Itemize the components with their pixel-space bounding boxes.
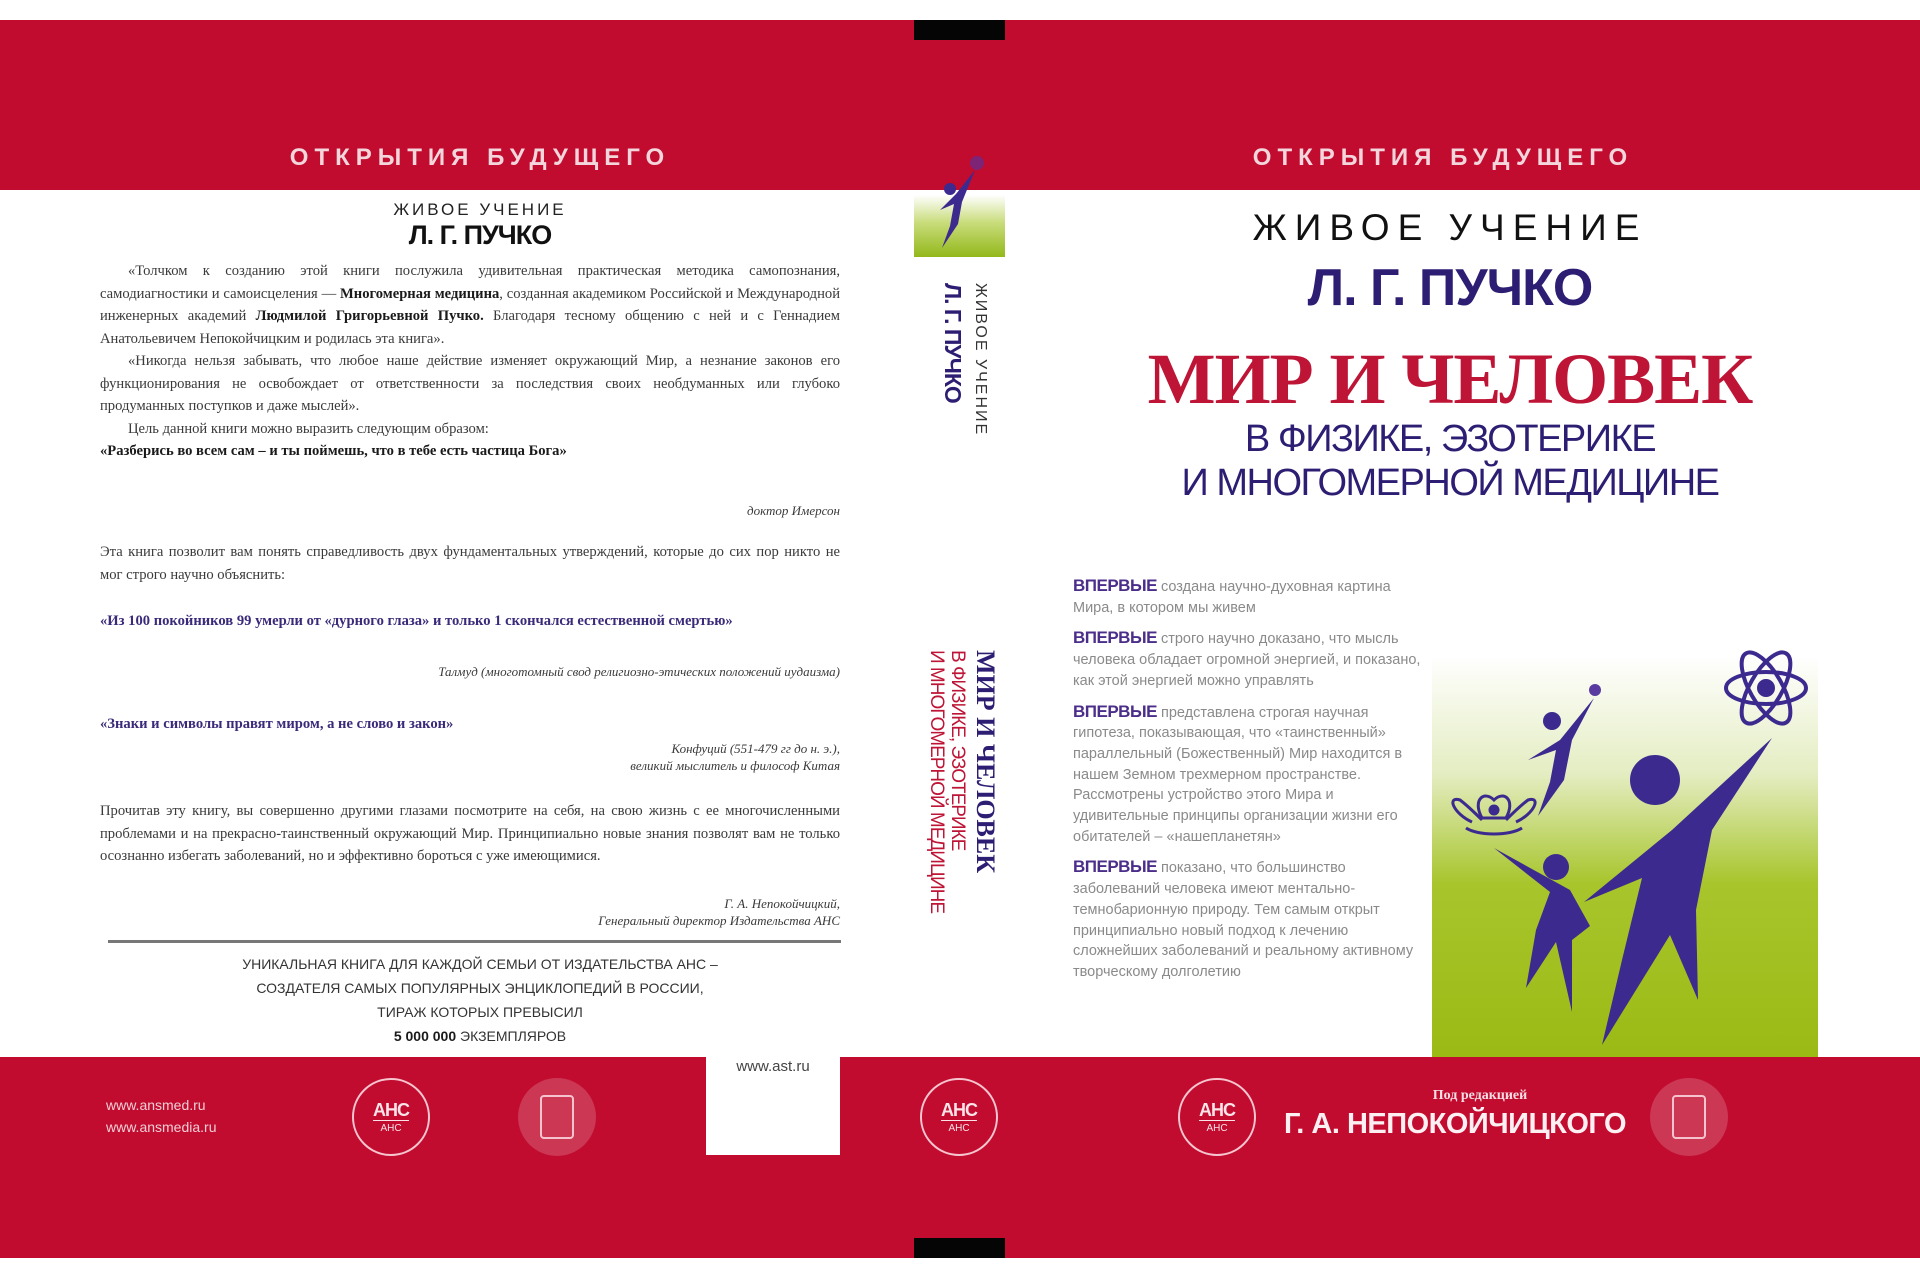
front-book-award-logo <box>1650 1078 1728 1156</box>
back-series-title: ОТКРЫТИЯ БУДУЩЕГО <box>289 144 671 171</box>
feature-keyword: ВПЕРВЫЕ <box>1073 857 1157 877</box>
illustration-panel <box>1432 600 1818 1057</box>
para1-text-2: , созданная академиком Российской и Международной инженерных академий <box>100 285 841 324</box>
quote-2: «Из 100 покойников 99 умерли от «дурного глаза» и только 1 скончался естественной смертью» <box>100 613 733 629</box>
para4-text: Эта книга позволит вам понять справедливость двух фундаментальных утверждений, которые до сих пор никто не мог строго научно объяснить: <box>100 544 840 583</box>
promo-line-4 <box>150 1024 810 1048</box>
front-title: МИР И ЧЕЛОВЕК <box>1147 339 1753 419</box>
signature <box>100 895 840 929</box>
book-award-logo <box>518 1078 596 1156</box>
para1-bold-1: Многомерная медицина <box>340 285 500 302</box>
feature-keyword: ВПЕРВЫЕ <box>1073 576 1157 595</box>
editor-name: Г. А. НЕПОКОЙЧИЦКОГО <box>1283 1108 1627 1140</box>
ans-seal-sub: АНС <box>380 1123 402 1134</box>
barcode-url[interactable]: www.ast.ru <box>736 1058 810 1075</box>
front-seal-text: АНС <box>1199 1100 1235 1120</box>
para2: «Никогда нельзя забывать, что любое наше действие изменяет окружающий Мир, а незнание законов его функционирования не освобождает от ответственности за последствия своих необдуманных или глубоко продуманных поступков и даже мыслей». <box>100 353 840 414</box>
book-icon <box>1672 1095 1706 1139</box>
para1-bold-2: Людмилой Григорьевной Пучко. <box>255 308 484 324</box>
front-ans-seal-logo <box>1178 1078 1256 1156</box>
cite-3-line-2: великий мыслитель и философ Китая <box>630 758 840 773</box>
feature-text: показано, что большинство заболеваний человека имеют ментально-темнобарионную природу. Тем самым открыт принципиально новый подход к лечению сложнейших заболеваний и реальному активному творческому долголетию <box>1073 860 1414 980</box>
small-figure-top <box>1528 684 1601 816</box>
atom-icon <box>1726 645 1806 730</box>
spine-figure-icon <box>920 150 1000 260</box>
family-figures-illustration <box>1432 600 1818 1057</box>
spine-seal-sub: АНС <box>948 1123 970 1134</box>
publisher-urls <box>106 1094 217 1138</box>
para3: Цель данной книги можно выразить следующим образом: <box>128 420 489 437</box>
spine-author: Л. Г. ПУЧКО <box>940 283 966 403</box>
signature-name: Г. А. Непокойчицкий, <box>724 896 840 911</box>
cite-3 <box>100 740 840 774</box>
para4 <box>100 541 840 586</box>
front-kicker: ЖИВОЕ УЧЕНИЕ <box>1252 207 1648 248</box>
feature-text: представлена строгая научная гипотеза, показывающая, что «таинственный» параллельный (Божественный) Мир находится в нашем Земном трехмерном пространстве. Рассмотрены устройство этого Мира и удивительные принципы организации жизни его обитателей – «нашепланетян» <box>1073 704 1403 845</box>
promo-unit: ЭКЗЕМПЛЯРОВ <box>456 1028 567 1044</box>
ans-seal-text: АНС <box>373 1100 409 1120</box>
front-seal-sub: АНС <box>1206 1123 1228 1134</box>
back-kicker: ЖИВОЕ УЧЕНИЕ <box>393 200 567 219</box>
promo-count: 5 000 000 <box>393 1028 457 1044</box>
feature-item <box>1073 628 1428 691</box>
quote-3: «Знаки и символы правят миром, а не слово и закон» <box>100 716 454 732</box>
spine-seal-text: АНС <box>941 1100 977 1120</box>
front-author: Л. Г. ПУЧКО <box>1307 259 1593 317</box>
para5-text: Прочитав эту книгу, вы совершенно другими глазами посмотрите на себя, на свою жизнь с ее многочисленными проблемами и на прекрасно-таинственный окружающий Мир. Принципиально новые знания позволят вам не только осознанно избегать заболеваний, но и эффективно бороться с уже имеющимися. <box>100 803 840 864</box>
spine-title: МИР И ЧЕЛОВЕК <box>971 650 1000 874</box>
signature-title: Генеральный директор Издательства АНС <box>598 913 840 928</box>
para5 <box>100 800 840 868</box>
cite-1: доктор Имерсон <box>747 503 840 518</box>
feature-text: строго научно доказано, что мысль человека обладает огромной энергией, и показано, как этой энергией можно управлять <box>1073 631 1421 689</box>
url-ansmedia[interactable]: www.ansmedia.ru <box>106 1119 217 1135</box>
child-figure <box>1494 848 1590 1012</box>
feature-keyword: ВПЕРВЫЕ <box>1073 701 1157 721</box>
front-subtitle-2: И МНОГОМЕРНОЙ МЕДИЦИНЕ <box>1181 462 1719 504</box>
para1-text: «Толчком к созданию этой книги послужила удивительная практическая методика самопознания, самодиагностики и самоисцеления — <box>100 263 840 302</box>
cite-2: Талмуд (многотомный свод религиозно-этических положений иудаизма) <box>438 664 840 679</box>
promo-text <box>150 952 810 1048</box>
big-figure <box>1584 738 1772 1045</box>
front-series-title: ОТКРЫТИЯ БУДУЩЕГО <box>1252 144 1634 171</box>
spine-sub-1: В ФИЗИКЕ, ЭЗОТЕРИКЕ <box>947 650 968 851</box>
front-subtitle-1: В ФИЗИКЕ, ЭЗОТЕРИКЕ <box>1244 418 1656 460</box>
ans-seal-logo <box>352 1078 430 1156</box>
editor-label: Под редакцией <box>1432 1088 1528 1103</box>
book-icon <box>540 1095 574 1139</box>
spine-kicker: ЖИВОЕ УЧЕНИЕ <box>972 283 989 437</box>
crop-mark-top <box>914 20 1005 40</box>
quote-1: «Разберись во всем сам – и ты поймешь, что в тебе есть частица Бога» <box>100 443 567 459</box>
spine-sub-2: И МНОГОМЕРНОЙ МЕДИЦИНЕ <box>926 650 947 913</box>
lotus-icon <box>1453 796 1535 834</box>
separator-line <box>108 940 841 943</box>
spine-ans-seal-logo <box>920 1078 998 1156</box>
feature-keyword: ВПЕРВЫЕ <box>1073 628 1157 648</box>
back-intro-text <box>100 260 840 463</box>
feature-text: создана научно-духовная картина Мира, в котором мы живем <box>1073 579 1391 616</box>
feature-item <box>1073 702 1428 848</box>
feature-item <box>1073 857 1428 982</box>
para1-text-3: Благодаря тесному общению с ней и с Геннадием Анатольевичем Непокойчицким и родилась эта книга». <box>100 308 840 347</box>
promo-line-3: ТИРАЖ КОТОРЫХ ПРЕВЫСИЛ <box>377 1004 583 1020</box>
features-list <box>1073 576 1428 993</box>
back-author: Л. Г. ПУЧКО <box>408 220 552 250</box>
promo-line-2: СОЗДАТЕЛЯ САМЫХ ПОПУЛЯРНЫХ ЭНЦИКЛОПЕДИЙ В РОССИИ, <box>256 980 704 996</box>
url-ansmed[interactable]: www.ansmed.ru <box>106 1097 206 1113</box>
crop-mark-bottom <box>914 1238 1005 1258</box>
cite-3-line-1: Конфуций (551-479 гг до н. э.), <box>671 741 840 756</box>
promo-line-1: УНИКАЛЬНАЯ КНИГА ДЛЯ КАЖДОЙ СЕМЬИ ОТ ИЗДАТЕЛЬСТВА АНС – <box>242 956 718 972</box>
feature-item <box>1073 576 1428 618</box>
